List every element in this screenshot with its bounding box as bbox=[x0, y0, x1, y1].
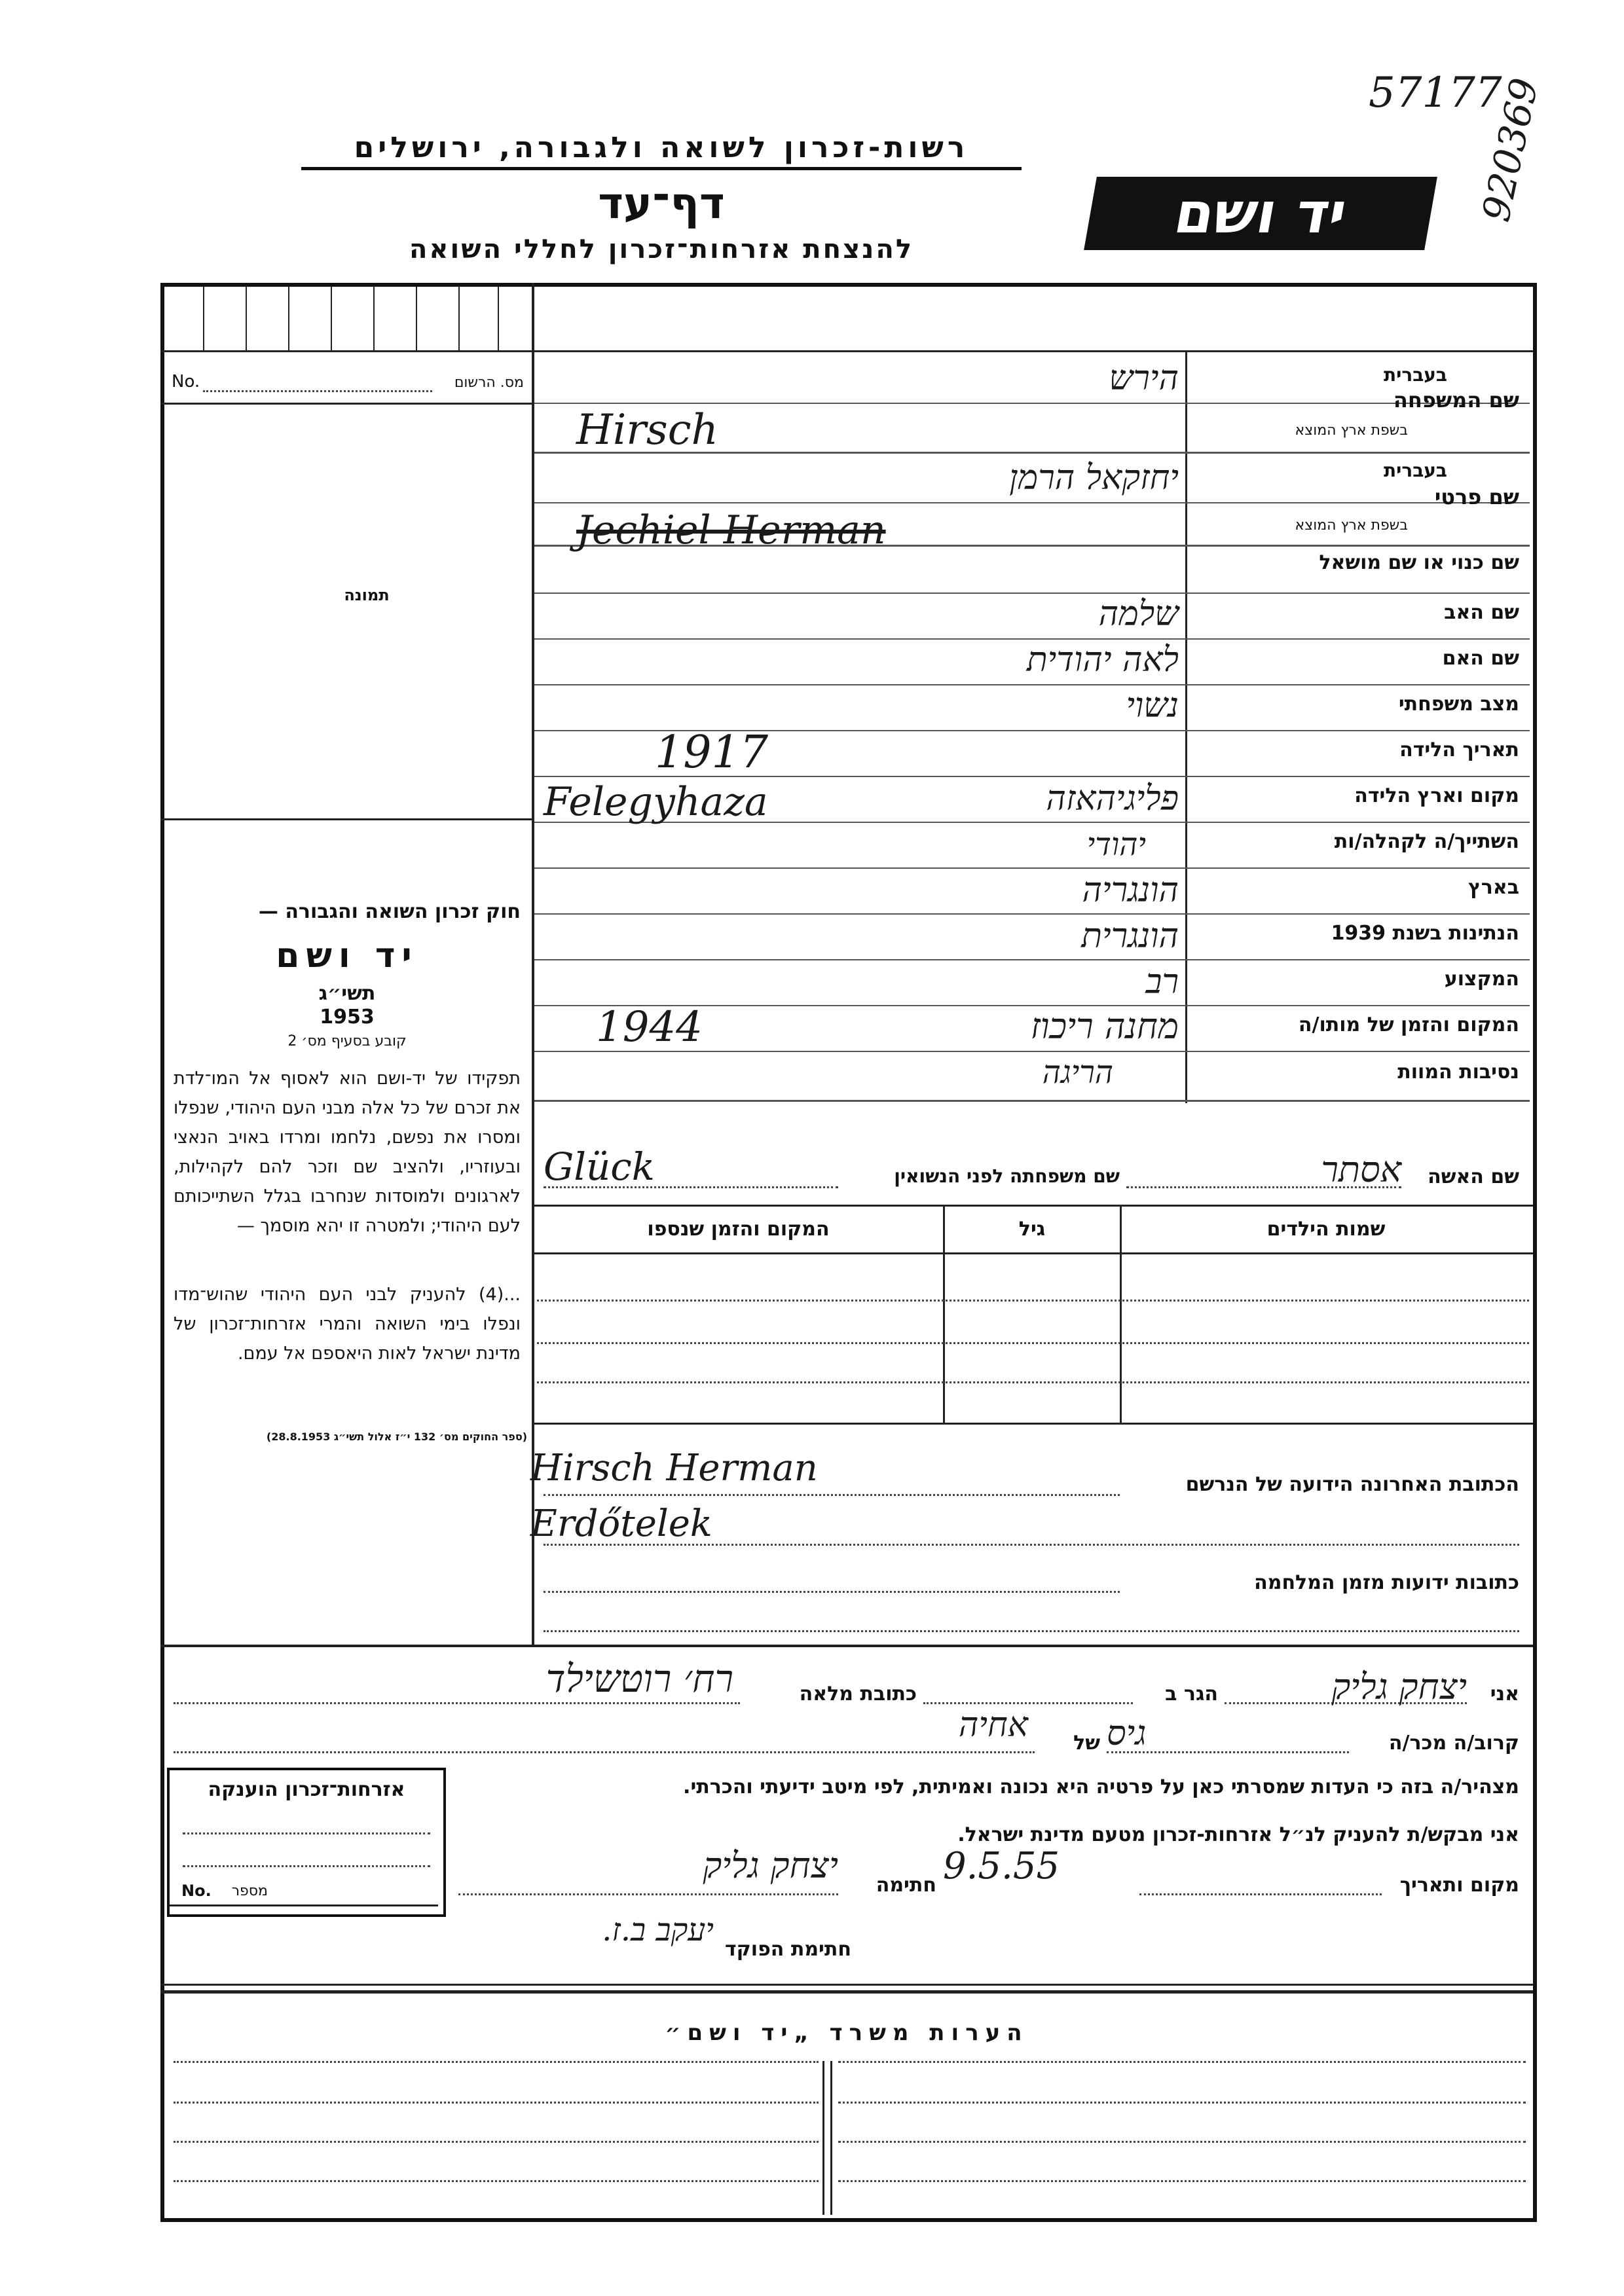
place-date-label: מקום ותאריך bbox=[1399, 1874, 1519, 1897]
date-value: 9.5.55 bbox=[943, 1845, 1060, 1887]
nickname-label: שם כנוי או שם מושאל bbox=[1319, 551, 1519, 574]
last-address-value: Hirsch Herman bbox=[530, 1447, 818, 1489]
birth-place-label: מקום וארץ הלידה bbox=[1354, 784, 1519, 807]
citizenship-granted-title: אזרחות־זכרון הוענקה bbox=[208, 1778, 405, 1801]
family-name-hebrew-value: הירש bbox=[1109, 359, 1179, 398]
community-value: יהודי bbox=[1086, 826, 1146, 863]
law-text-1: תפקידו של יד-ושם הוא לאסוף אל המו־לדת את זכרם של כל אלה מבני העם היהודי, שנפלו ומסרו את נפשם, נלחמו ומרדו באויב הנאצי ובעוזריו, ולהציב שם וזכר להם לקהילות, לארגונים ולמוסדות שנחרבו בגלל השתייכותם לעם היהודי; ולמטרה זו יהא מוסמך — bbox=[174, 1068, 521, 1236]
citizenship-label: הנתינות בשנת 1939 bbox=[1331, 922, 1519, 945]
law-name: יד ושם bbox=[276, 936, 418, 975]
side-number: 920369 bbox=[1473, 74, 1547, 226]
law-year: 1953 bbox=[320, 1006, 375, 1029]
family-name-hebrew-label: בעברית bbox=[1383, 364, 1447, 386]
first-name-origin-label: בשפת ארץ המוצא bbox=[1295, 517, 1408, 534]
of-value: אחיה bbox=[958, 1705, 1028, 1745]
community-label: השתייך/ה לקהלה/ות bbox=[1334, 830, 1519, 853]
law-year-hebrew: תשי״ג bbox=[318, 982, 376, 1005]
wife-value: אסתר bbox=[1321, 1149, 1401, 1190]
family-name-label: שם המשפחה bbox=[1393, 388, 1519, 412]
declarant-living-label: הגר ב bbox=[1165, 1683, 1218, 1705]
law-title: חוק זכרון השואה והגבורה — bbox=[258, 900, 521, 923]
family-name-origin-label: בשפת ארץ המוצא bbox=[1295, 422, 1408, 439]
death-year-value: 1944 bbox=[596, 1003, 703, 1051]
relation-value: גיס bbox=[1107, 1714, 1147, 1753]
institution-name: רשות-זכרון לשואה ולגבורה, ירושלים bbox=[301, 131, 1022, 170]
logo-text: יד ושם bbox=[1169, 181, 1352, 246]
country-label: בארץ bbox=[1467, 876, 1519, 899]
children-names-header: שמות הילדים bbox=[1266, 1218, 1386, 1241]
citizenship-no-label: No. bbox=[181, 1882, 212, 1900]
children-col-divider-1 bbox=[943, 1207, 945, 1423]
children-death-header: המקום והזמן שנספו bbox=[647, 1218, 830, 1241]
signature-value: יצחק גליק bbox=[703, 1845, 838, 1886]
last-address-value-2: Erdőtelek bbox=[530, 1503, 712, 1545]
citizenship-value: הונגרית bbox=[1081, 917, 1179, 956]
signature-label: חתימה bbox=[876, 1874, 936, 1897]
record-no-label: No. bbox=[172, 372, 200, 392]
family-name-origin-value: Hirsch bbox=[576, 406, 718, 454]
citizenship-number-label: מספר bbox=[231, 1883, 268, 1899]
first-name-hebrew-label: בעברית bbox=[1383, 460, 1447, 481]
birth-date-value: 1917 bbox=[655, 727, 769, 778]
children-age-header: גיל bbox=[1018, 1218, 1046, 1241]
father-value: שלמה bbox=[1098, 594, 1179, 634]
marital-status-label: מצב משפחתי bbox=[1398, 693, 1519, 716]
maiden-name-label: שם משפחתה לפני הנשואין bbox=[894, 1165, 1120, 1187]
birth-place-origin-value: Felegyhaza bbox=[544, 779, 768, 825]
war-addresses-label: כתובות ידועות מזמן המלחמה bbox=[1254, 1571, 1519, 1594]
officer-signature-label: חתימת הפוקד bbox=[725, 1938, 851, 1961]
photo-label: תמונה bbox=[344, 586, 390, 604]
of-label: של bbox=[1073, 1732, 1100, 1755]
marital-status-value: נשוי bbox=[1126, 686, 1179, 725]
wife-label: שם האשה bbox=[1428, 1165, 1519, 1188]
mother-label: שם האם bbox=[1442, 647, 1519, 670]
father-label: שם האב bbox=[1444, 601, 1519, 624]
first-name-label: שם פרטי bbox=[1434, 484, 1519, 509]
page-title: דף־עד bbox=[598, 178, 725, 228]
page-subtitle: להנצחת אזרחות־זכרון לחללי השואה bbox=[409, 234, 914, 264]
declarant-name-value: יצחק גליק bbox=[1331, 1666, 1467, 1707]
death-circumstances-value: הריגה bbox=[1042, 1054, 1113, 1091]
law-clause: קובע בסעיף מס׳ 2 bbox=[287, 1033, 407, 1049]
death-circumstances-label: נסיבות המוות bbox=[1397, 1061, 1519, 1084]
full-address-label: כתובת מלאה bbox=[799, 1683, 917, 1705]
profession-label: המקצוע bbox=[1444, 968, 1519, 991]
officer-signature-value: יעקב ב.ז. bbox=[602, 1912, 714, 1948]
first-name-hebrew-value: יחזקאל הרמן bbox=[1009, 458, 1179, 498]
first-name-origin-value: Jechiel Herman bbox=[576, 507, 886, 553]
archive-number: 57177 bbox=[1369, 69, 1502, 117]
profession-value: רב bbox=[1145, 962, 1179, 1002]
last-address-label: הכתובת האחרונה הידועה של הנרשם bbox=[1185, 1473, 1519, 1496]
declaration-text: מצהיר/ה בזה כי העדות שמסרתי כאן על פרטיה היא נכונה ואמיתית, לפי מיטב ידיעתי והכרתי. bbox=[683, 1776, 1519, 1798]
birth-date-label: תאריך הלידה bbox=[1399, 738, 1519, 761]
death-place-time-label: המקום והזמן של מותו/ה bbox=[1298, 1013, 1519, 1036]
mother-value: לאה יהודית bbox=[1026, 640, 1179, 680]
declarant-i-label: אני bbox=[1490, 1683, 1519, 1705]
maiden-name-value: Glück bbox=[544, 1144, 655, 1189]
law-source: (ספר החוקים מס׳ 132 י״ז אלול תשי״ג 28.8.1953) bbox=[266, 1430, 527, 1443]
record-number-label: מס. הרשום bbox=[454, 374, 524, 391]
notes-title: הערות משרד „יד ושם״ bbox=[665, 2020, 1029, 2046]
law-text-2: ...(4) להעניק לבני העם היהודי שהוש־מדו ונפלו בימי השואה והמרי אזרחות־זכרון של מדינת ישראל לאות היאספם אל עמם. bbox=[174, 1285, 521, 1364]
relation-label: קרוב/ה מכר/ה bbox=[1388, 1732, 1519, 1755]
yad-vashem-logo bbox=[1084, 177, 1437, 250]
full-address-value: רח׳ רוטשילד bbox=[545, 1656, 733, 1701]
death-place-value: מחנה ריכוז bbox=[1030, 1006, 1179, 1047]
citizenship-granted-box bbox=[167, 1768, 446, 1917]
birth-place-hebrew-value: פליגיהאזה bbox=[1046, 779, 1179, 818]
country-value: הונגריה bbox=[1082, 871, 1179, 910]
request-text: אני מבקש/ת להעניק לנ״ל אזרחות-זכרון מטעם מדינת ישראל. bbox=[957, 1823, 1519, 1846]
children-col-divider-2 bbox=[1120, 1207, 1122, 1423]
